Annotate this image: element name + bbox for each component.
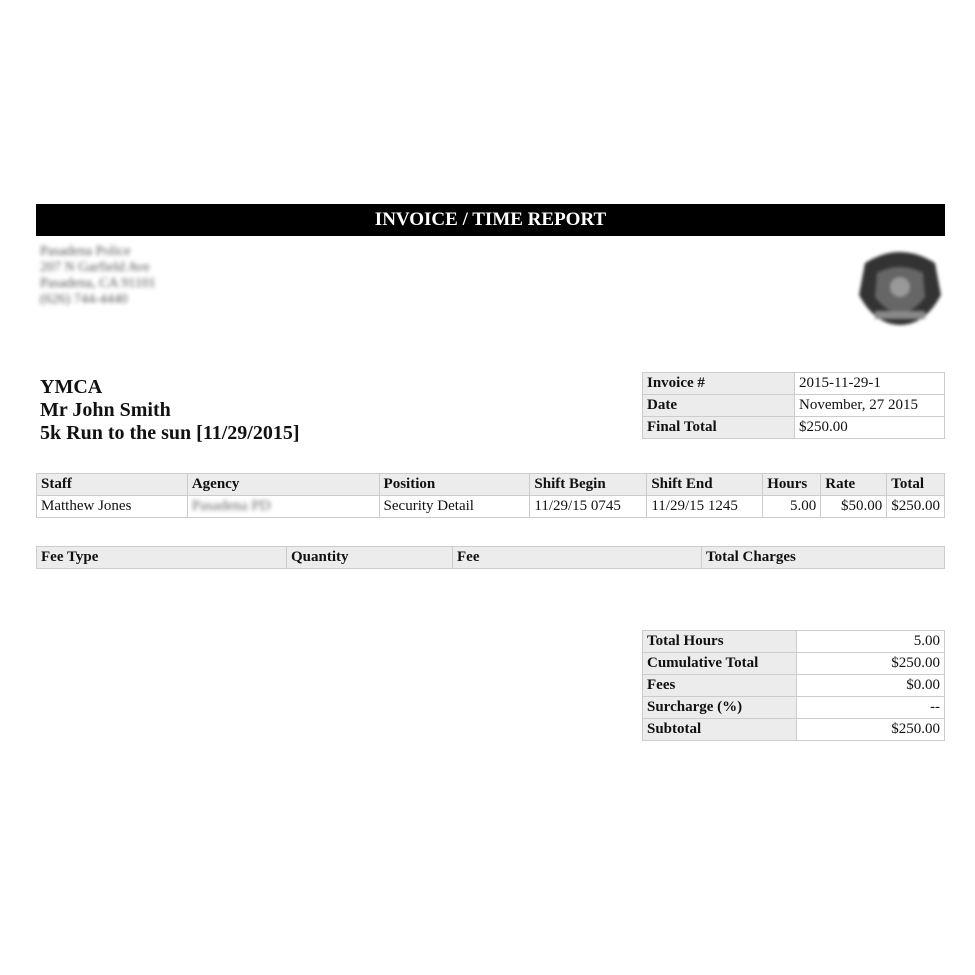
address-line: Pasadena, CA 91101: [40, 276, 156, 291]
col-fee-type: Fee Type: [37, 547, 287, 569]
invoice-number-label: Invoice #: [643, 373, 795, 395]
final-total-label: Final Total: [643, 417, 795, 439]
total-hours-value: 5.00: [797, 631, 945, 653]
table-header-row: [37, 547, 945, 569]
subtotal-label: Subtotal: [643, 719, 797, 741]
date-value: November, 27 2015: [795, 395, 945, 417]
client-name: YMCA: [40, 376, 103, 398]
col-shift-begin: Shift Begin: [530, 474, 647, 496]
client-contact: Mr John Smith: [40, 399, 171, 421]
cumulative-total-value: $250.00: [797, 653, 945, 675]
table-row: [643, 719, 945, 741]
shift-end: 11/29/15 1245: [647, 496, 763, 518]
col-agency: Agency: [187, 474, 379, 496]
table-row: [643, 395, 945, 417]
col-total: Total: [887, 474, 945, 496]
shift-begin: 11/29/15 0745: [530, 496, 647, 518]
table-header-row: [37, 474, 945, 496]
position: Security Detail: [379, 496, 530, 518]
final-total-value: $250.00: [795, 417, 945, 439]
agency-name: Pasadena PD: [191, 498, 271, 514]
col-total-charges: Total Charges: [702, 547, 945, 569]
total: $250.00: [887, 496, 945, 518]
table-row: [37, 496, 945, 518]
police-badge-logo: [855, 245, 945, 325]
report-title: INVOICE / TIME REPORT: [36, 204, 945, 236]
fee-table: [36, 546, 945, 569]
staff-table: [36, 473, 945, 518]
hours: 5.00: [763, 496, 821, 518]
surcharge-value: --: [797, 697, 945, 719]
surcharge-label: Surcharge (%): [643, 697, 797, 719]
table-row: [643, 653, 945, 675]
col-quantity: Quantity: [287, 547, 453, 569]
staff-name: Matthew Jones: [37, 496, 188, 518]
address-line: (626) 744-4440: [40, 292, 128, 307]
col-shift-end: Shift End: [647, 474, 763, 496]
table-row: [643, 417, 945, 439]
cumulative-total-label: Cumulative Total: [643, 653, 797, 675]
table-row: [643, 373, 945, 395]
table-row: [643, 631, 945, 653]
date-label: Date: [643, 395, 795, 417]
client-info: [40, 376, 300, 445]
col-rate: Rate: [821, 474, 887, 496]
subtotal-value: $250.00: [797, 719, 945, 741]
col-hours: Hours: [763, 474, 821, 496]
event-name: 5k Run to the sun [11/29/2015]: [40, 422, 300, 444]
total-hours-label: Total Hours: [643, 631, 797, 653]
address-line: Pasadena Police: [40, 244, 131, 259]
agency: [187, 496, 379, 518]
table-row: [643, 675, 945, 697]
invoice-info-table: [642, 372, 945, 439]
invoice-number: 2015-11-29-1: [795, 373, 945, 395]
fees-label: Fees: [643, 675, 797, 697]
fees-value: $0.00: [797, 675, 945, 697]
col-position: Position: [379, 474, 530, 496]
col-staff: Staff: [37, 474, 188, 496]
col-fee: Fee: [453, 547, 702, 569]
agency-address: [40, 244, 156, 308]
address-line: 207 N Garfield Ave: [40, 260, 150, 275]
summary-table: [642, 630, 945, 741]
table-row: [643, 697, 945, 719]
rate: $50.00: [821, 496, 887, 518]
